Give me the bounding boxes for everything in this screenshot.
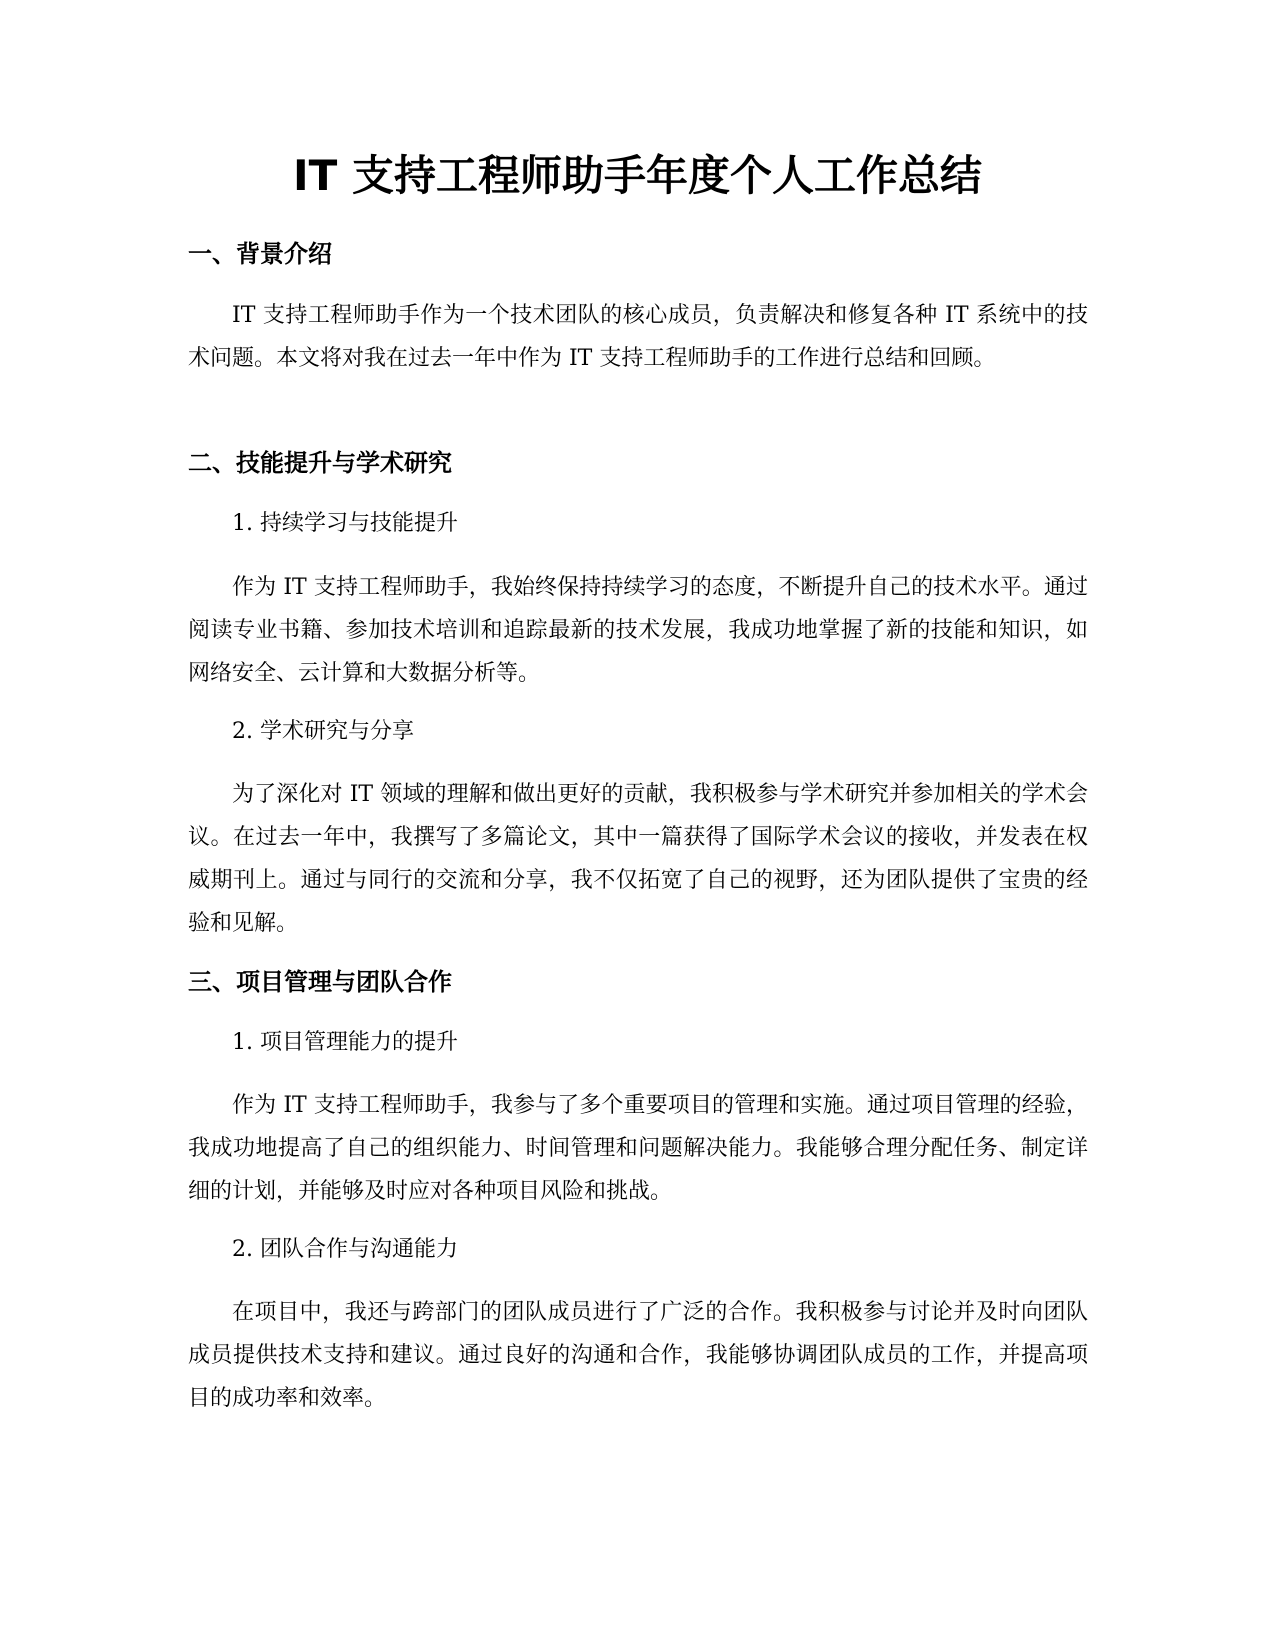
- paragraph-continuous-learning: 作为 IT 支持工程师助手，我始终保持持续学习的态度，不断提升自己的技术水平。通过阅读专业书籍、参加技术培训和追踪最新的技术发展，我成功地掌握了新的技能和知识，如网络安全、云计算和大数据分析等。: [188, 575, 1088, 686]
- subheading-continuous-learning: 1. 持续学习与技能提升: [232, 511, 458, 536]
- paragraph-background: IT 支持工程师助手作为一个技术团队的核心成员，负责解决和修复各种 IT 系统中的技术问题。本文将对我在过去一年中作为 IT 支持工程师助手的工作进行总结和回顾。: [188, 303, 1088, 371]
- paragraph-project-management: 作为 IT 支持工程师助手，我参与了多个重要项目的管理和实施。通过项目管理的经验，我成功地提高了自己的组织能力、时间管理和问题解决能力。我能够合理分配任务、制定详细的计划，并能够及时应对各种项目风险和挑战。: [188, 1093, 1088, 1204]
- subheading-academic-research: 2. 学术研究与分享: [232, 719, 414, 744]
- page-title: IT 支持工程师助手年度个人工作总结: [293, 151, 982, 200]
- section-heading-background: 一、背景介绍: [188, 240, 332, 268]
- section-heading-skills: 二、技能提升与学术研究: [188, 449, 452, 477]
- section-heading-project-management: 三、项目管理与团队合作: [188, 968, 452, 996]
- paragraph-teamwork: 在项目中，我还与跨部门的团队成员进行了广泛的合作。我积极参与讨论并及时向团队成员提供技术支持和建议。通过良好的沟通和合作，我能够协调团队成员的工作，并提高项目的成功率和效率。: [188, 1300, 1088, 1411]
- paragraph-academic-research: 为了深化对 IT 领域的理解和做出更好的贡献，我积极参与学术研究并参加相关的学术会议。在过去一年中，我撰写了多篇论文，其中一篇获得了国际学术会议的接收，并发表在权威期刊上。通过与同行的交流和分享，我不仅拓宽了自己的视野，还为团队提供了宝贵的经验和见解。: [188, 782, 1088, 936]
- subheading-project-management: 1. 项目管理能力的提升: [232, 1030, 458, 1055]
- subheading-teamwork: 2. 团队合作与沟通能力: [232, 1237, 458, 1262]
